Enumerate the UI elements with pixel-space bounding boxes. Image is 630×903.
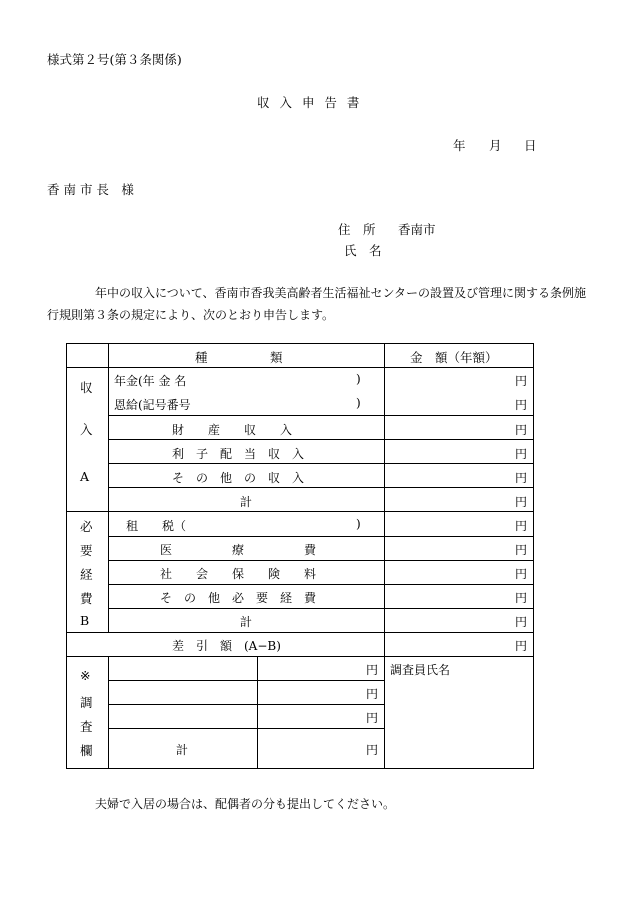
footer-note: 夫婦で入居の場合は、配偶者の分も提出してください。 (95, 797, 396, 811)
pension-label: 年金(年 金 名 (114, 374, 187, 388)
onkyu-close: ) (356, 396, 361, 410)
income-total-label: 計 (240, 495, 253, 509)
survey-group-char-4: 欄 (80, 743, 93, 758)
property-income-label: 財 産 収 入 (172, 423, 293, 437)
table-rule-line (108, 439, 534, 440)
table-rule-line (108, 584, 534, 585)
tax-label: 租 税（ (126, 519, 187, 533)
table-rule-line (66, 343, 534, 344)
header-amount: 金 額（年額） (410, 350, 498, 365)
survey-group-char-3: 査 (80, 719, 93, 734)
table-rule-line (108, 728, 385, 729)
yen-insurance: 円 (515, 567, 528, 581)
yen-tax: 円 (515, 519, 528, 533)
date-day-label: 日 (524, 138, 537, 153)
date-year-label: 年 (453, 138, 466, 153)
intro-line-2: 行規則第３条の規定により、次のとおり申告します。 (47, 308, 335, 322)
yen-survey-2: 円 (366, 687, 379, 701)
table-rule-line (108, 656, 109, 769)
expense-group-char-1: 必 (80, 519, 93, 534)
table-rule-line (108, 680, 385, 681)
table-rule-line (66, 768, 534, 769)
yen-onkyu: 円 (515, 398, 528, 412)
table-rule-line (66, 343, 67, 769)
dividend-income-label: 利 子 配 当 収 入 (172, 447, 305, 461)
table-rule-line (108, 608, 534, 609)
yen-dividend: 円 (515, 447, 528, 461)
survey-group-char-2: 調 (80, 695, 93, 710)
yen-pension: 円 (515, 374, 528, 388)
address-label: 住 所 (338, 222, 376, 237)
table-rule-line (108, 487, 534, 488)
survey-total-label: 計 (176, 743, 189, 757)
expense-group-char-5: B (80, 613, 90, 628)
investigator-name-label: 調査員氏名 (390, 663, 451, 677)
yen-survey-3: 円 (366, 711, 379, 725)
table-rule-line (108, 536, 534, 537)
yen-property: 円 (515, 423, 528, 437)
address-value: 香南市 (398, 222, 436, 237)
yen-other-expense: 円 (515, 591, 528, 605)
table-rule-line (66, 511, 534, 512)
income-group-char-2: 入 (80, 422, 93, 437)
yen-medical: 円 (515, 543, 528, 557)
table-rule-line (108, 463, 534, 464)
expense-group-char-2: 要 (80, 543, 93, 558)
insurance-label: 社 会 保 険 料 (160, 567, 317, 581)
yen-survey-1: 円 (366, 663, 379, 677)
name-label: 氏 名 (344, 243, 382, 258)
table-rule-line (66, 367, 534, 368)
other-expense-label: そ の 他 必 要 経 費 (160, 591, 317, 605)
other-income-label: そ の 他 の 収 入 (172, 471, 305, 485)
form-number: 様式第２号(第３条関係) (47, 52, 182, 67)
medical-label: 医 療 費 (160, 543, 317, 557)
table-rule-line (533, 343, 534, 769)
table-rule-line (257, 656, 258, 769)
yen-income-total: 円 (515, 495, 528, 509)
expense-group-char-4: 費 (80, 591, 93, 606)
table-rule-line (108, 415, 534, 416)
yen-expense-total: 円 (515, 615, 528, 629)
table-rule-line (66, 656, 534, 657)
tax-close: ) (356, 517, 361, 531)
table-rule-line (108, 704, 385, 705)
income-group-char-3: A (80, 469, 90, 484)
yen-difference: 円 (515, 639, 528, 653)
difference-label: 差 引 額 (A−B) (172, 639, 281, 653)
date-month-label: 月 (489, 138, 502, 153)
yen-other-income: 円 (515, 471, 528, 485)
table-rule-line (108, 560, 534, 561)
table-rule-line (384, 343, 385, 769)
yen-survey-total: 円 (366, 743, 379, 757)
header-type: 種 類 (195, 350, 283, 365)
income-group-char-1: 収 (80, 380, 93, 395)
addressee: 香 南 市 長 様 (47, 182, 134, 197)
onkyu-label: 恩給(記号番号 (114, 398, 191, 412)
expense-total-label: 計 (240, 615, 253, 629)
expense-group-char-3: 経 (80, 567, 93, 582)
intro-line-1: 年中の収入について、香南市香我美高齢者生活福祉センターの設置及び管理に関する条例施 (95, 286, 587, 300)
pension-close: ) (356, 372, 361, 386)
table-rule-line (66, 632, 534, 633)
survey-group-char-1: ※ (80, 668, 91, 683)
document-title: 収 入 申 告 書 (257, 95, 363, 110)
